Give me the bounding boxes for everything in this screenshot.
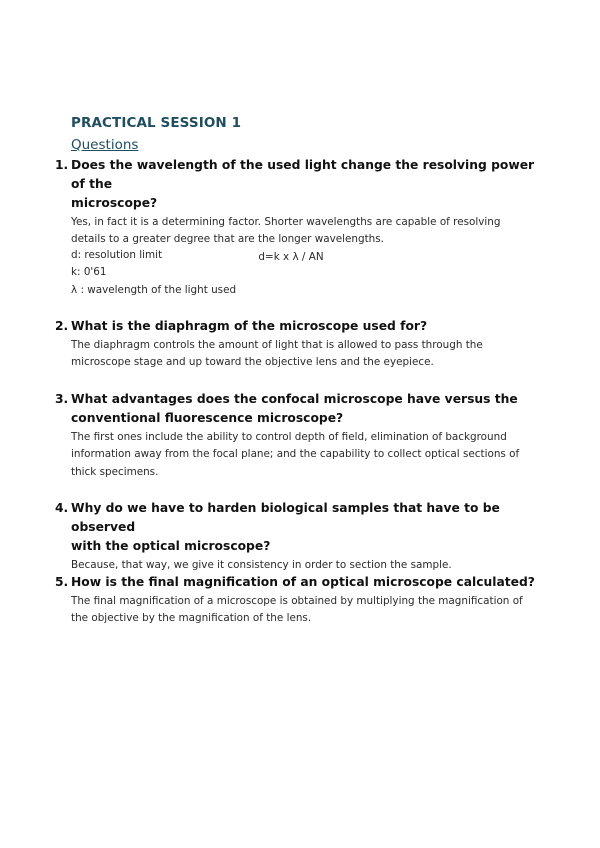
question-3 bbox=[55, 390, 535, 481]
answer-5 bbox=[55, 593, 535, 628]
question-number: 4. bbox=[55, 501, 69, 515]
answer-line: the objective by the magnification of the lens. bbox=[71, 612, 312, 625]
answer-2 bbox=[55, 337, 535, 372]
question-line: What is the diaphragm of the microscope used for? bbox=[71, 319, 428, 333]
answer-line: Yes, in fact it is a determining factor. Shorter wavelengths are capable of resolving bbox=[71, 216, 501, 228]
answer-1 bbox=[55, 214, 535, 249]
question-5-heading bbox=[55, 573, 535, 592]
definition-d: d: resolution limit bbox=[71, 249, 163, 261]
question-3-heading bbox=[55, 390, 535, 428]
formula-definitions bbox=[71, 247, 236, 299]
question-2 bbox=[55, 317, 535, 372]
question-number: 5. bbox=[55, 575, 69, 589]
question-1-heading bbox=[55, 156, 535, 213]
answer-line: The final magnification of a microscope is obtained by multiplying the magnification of bbox=[71, 595, 523, 607]
question-line: with the optical microscope? bbox=[71, 539, 271, 553]
answer-line: microscope stage and up toward the objective lens and the eyepiece. bbox=[71, 356, 434, 369]
section-subtitle: Questions bbox=[71, 137, 139, 153]
question-number: 3. bbox=[55, 392, 69, 406]
question-line: How is the final magnification of an optical microscope calculated? bbox=[71, 575, 535, 589]
document-title: PRACTICAL SESSION 1 bbox=[71, 115, 242, 131]
definition-k: k: 0'61 bbox=[71, 266, 107, 279]
question-number: 2. bbox=[55, 319, 69, 333]
answer-line: details to a greater degree that are the longer wavelengths. bbox=[71, 233, 384, 246]
answer-line: The diaphragm controls the amount of light that is allowed to pass through the bbox=[71, 339, 483, 351]
question-line: Does the wavelength of the used light change the resolving power of the bbox=[71, 158, 535, 191]
question-4-heading bbox=[55, 499, 535, 556]
question-line: microscope? bbox=[71, 196, 158, 210]
question-number: 1. bbox=[55, 158, 69, 172]
question-line: What advantages does the confocal microscope have versus the bbox=[71, 392, 518, 406]
definition-lambda: λ : wavelength of the light used bbox=[71, 283, 237, 296]
answer-line: thick specimens. bbox=[71, 465, 159, 478]
answer-line: Because, that way, we give it consistency in order to section the sample. bbox=[71, 559, 452, 571]
answer-4 bbox=[55, 557, 535, 574]
question-4 bbox=[55, 499, 535, 574]
question-2-heading bbox=[55, 317, 535, 336]
answer-line: The first ones include the ability to control depth of field, elimination of background bbox=[71, 431, 507, 443]
question-line: Why do we have to harden biological samples that have to be observed bbox=[71, 501, 500, 534]
answer-line: information away from the focal plane; and the capability to collect optical sections of bbox=[71, 448, 520, 461]
answer-3 bbox=[55, 429, 535, 481]
resolution-formula: d=k x λ / AN bbox=[258, 250, 324, 263]
question-line: conventional fluorescence microscope? bbox=[71, 411, 344, 425]
question-5 bbox=[55, 573, 535, 628]
